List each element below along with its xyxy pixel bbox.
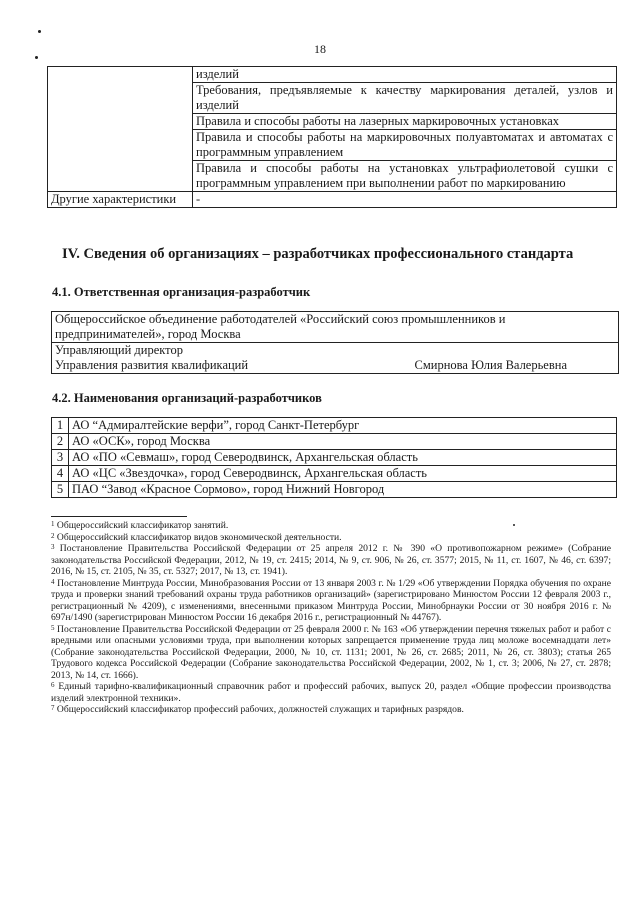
footnote: $^5$ Постановление Правительства Российской Федерации от 25 февраля 2000 г. № 163 «Об утверждении перечня тяжелых работ и работ с вредными или опасными условиями труда, при выполнении которых запрещается применение труда лиц моложе восемнадцати лет» (Собрание законодательства Российской Федерации, 2000, № 10, ст. 1131; 2001, № 26, ст. 2685; 2011, № 26, ст. 3803); статья 265 Трудового кодекса Российской Федерации (Собрание законодательства Российской Федерации, 2002, № 1, ст. 3; 2006, № 27, ст. 2878; 2013, № 14, ст. 1666). [51, 623, 611, 681]
table-row [52, 434, 617, 450]
table-cell-label [48, 67, 193, 192]
table-row [48, 192, 617, 208]
responsible-signatory [52, 342, 618, 373]
developers-heading: 4.2. Наименования организаций-разработчиков [52, 391, 322, 405]
footnote-divider [51, 516, 187, 517]
table-row [52, 482, 617, 498]
table-row [52, 418, 617, 434]
footnote: $^2$ Общероссийский классификатор видов экономической деятельности. [51, 531, 342, 543]
responsible-heading: 4.1. Ответственная организация-разработчик [52, 285, 311, 299]
table-cell: Правила и способы работы на лазерных маркировочных установках [193, 114, 617, 130]
table-cell: изделий [193, 67, 617, 83]
row-number: 4 [52, 466, 69, 482]
footnote: $^7$ Общероссийский классификатор профессий рабочих, должностей служащих и тарифных разрядов. [51, 704, 464, 715]
footnote: $^6$ Единый тарифно-квалификационный справочник работ и профессий рабочих, выпуск 20, раздел «Общие профессии производства изделий электронной техники». [51, 681, 612, 704]
table-row [48, 67, 617, 83]
row-number: 3 [52, 450, 69, 466]
signatory-line [55, 358, 615, 373]
signatory-position: Управляющий директор [55, 343, 183, 357]
table-cell: - [193, 192, 617, 208]
scan-speck-1 [38, 30, 41, 33]
table-cell-label: Другие характеристики [48, 192, 193, 208]
table-cell: Правила и способы работы на установках ультрафиолетовой сушки с программным управлением при выполнении работ по маркированию [193, 161, 617, 192]
table-cell: Правила и способы работы на маркировочных полуавтоматах и автоматах с программным управлением [193, 130, 617, 161]
responsible-org-name: Общероссийское объединение работодателей «Российский союз промышленников и предпринимателей», город Москва [55, 312, 506, 341]
footnote: $^4$ Постановление Минтруда России, Минобразования России от 13 января 2003 г. № 1/29 «Об утверждении Порядка обучения по охране труда и проверки знаний требований охраны труда работников организаций» (зарегистрировано Минюстом России 12 февраля 2003 г., регистрационный № 4209), с изменениями, внесенными приказом Минтруда России, Минобрнауки России от 30 ноября 2016 г. № 697н/1490 (зарегистрирован Минюстом России 16 декабря 2016 г., регистрационный № 44767). [51, 577, 612, 623]
org-name: АО “Адмиралтейские верфи”, город Санкт-Петербург [69, 418, 617, 434]
table-row [52, 450, 617, 466]
org-name: АО «ЦС «Звездочка», город Северодвинск, Архангельская область [69, 466, 617, 482]
table-row [52, 466, 617, 482]
developers-table [51, 417, 617, 498]
signatory-department: Управления развития квалификаций [55, 358, 249, 372]
footnote: $^1$ Общероссийский классификатор занятий. [51, 520, 229, 531]
row-number: 1 [52, 418, 69, 434]
signatory-name: Смирнова Юлия Валерьевна [414, 358, 567, 372]
row-number: 5 [52, 482, 69, 498]
row-number: 2 [52, 434, 69, 450]
page-number: 18 [314, 42, 326, 56]
org-name: АО «ПО «Севмаш», город Северодвинск, Архангельская область [69, 450, 617, 466]
section-title: IV. Сведения об организациях – разработчиках профессионального стандарта [62, 246, 574, 262]
footnote: $^3$ Постановление Правительства Российской Федерации от 25 апреля 2012 г. № 390 «О противопожарном режиме» (Собрание законодательства Российской Федерации, 2012, № 19, ст. 2415; 2014, № 9, ст. 906, № 26, ст. 3577; 2015, № 11, ст. 1607, № 46, ст. 6397; 2016, № 15, ст. 2105, № 35, ст. 5327; 2017, № 13, ст. 1941). [51, 543, 611, 577]
footnotes [51, 520, 611, 716]
org-name: ПАО “Завод «Красное Сормово», город Нижний Новгород [69, 482, 617, 498]
org-name: АО «ОСК», город Москва [69, 434, 617, 450]
responsible-org-box [51, 311, 619, 374]
table-cell: Требования, предъявляемые к качеству маркирования деталей, узлов и изделий [193, 83, 617, 114]
requirements-table [47, 66, 617, 208]
